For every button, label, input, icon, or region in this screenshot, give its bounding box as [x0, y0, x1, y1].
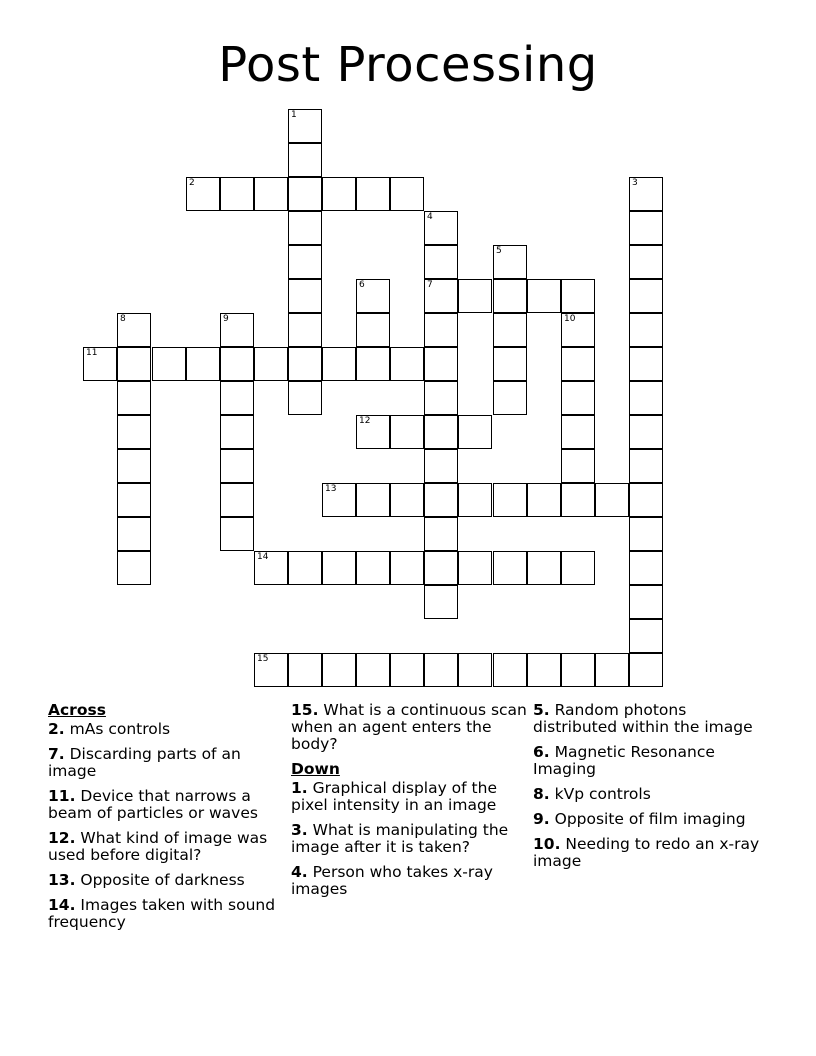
grid-cell[interactable]: [493, 347, 527, 381]
grid-cell[interactable]: [117, 313, 151, 347]
grid-cell[interactable]: [458, 483, 492, 517]
across-heading: Across: [48, 701, 106, 719]
grid-cell[interactable]: [527, 483, 561, 517]
clue-item-number: 6.: [533, 743, 550, 761]
clue-number: 2: [189, 178, 195, 188]
grid-cell[interactable]: [493, 653, 527, 687]
grid-cell[interactable]: [288, 245, 322, 279]
grid-cell[interactable]: [458, 415, 492, 449]
grid-cell[interactable]: [629, 177, 663, 211]
grid-cell[interactable]: [424, 347, 458, 381]
clue-item-text: Magnetic Resonance Imaging: [533, 743, 715, 778]
grid-cell[interactable]: [288, 381, 322, 415]
grid-cell[interactable]: [424, 313, 458, 347]
grid-cell[interactable]: [220, 449, 254, 483]
clue-item-text: Opposite of darkness: [75, 871, 245, 889]
grid-cell[interactable]: [220, 483, 254, 517]
grid-cell[interactable]: [356, 551, 390, 585]
grid-cell[interactable]: [152, 347, 186, 381]
clue-item: [48, 721, 284, 738]
grid-cell[interactable]: [424, 381, 458, 415]
grid-cell[interactable]: [288, 551, 322, 585]
grid-cell[interactable]: [424, 449, 458, 483]
grid-cell[interactable]: [356, 313, 390, 347]
clue-item-number: 12.: [48, 829, 76, 847]
grid-cell[interactable]: [424, 415, 458, 449]
grid-cell[interactable]: [527, 551, 561, 585]
grid-cell[interactable]: [186, 177, 220, 211]
grid-cell[interactable]: [288, 109, 322, 143]
clue-item: [533, 811, 769, 828]
grid-cell[interactable]: [561, 653, 595, 687]
clue-item-text: Person who takes x-ray images: [291, 863, 493, 898]
grid-cell[interactable]: [629, 551, 663, 585]
clue-number: 1: [291, 110, 297, 120]
clue-item-number: 5.: [533, 701, 550, 719]
clue-item-text: What kind of image was used before digital?: [48, 829, 268, 864]
grid-cell[interactable]: [527, 279, 561, 313]
clue-item: [533, 744, 769, 778]
clue-item-number: 11.: [48, 787, 76, 805]
grid-cell[interactable]: [322, 177, 356, 211]
grid-cell[interactable]: [629, 653, 663, 687]
clue-item: [533, 702, 769, 736]
grid-cell[interactable]: [493, 551, 527, 585]
clue-item-text: kVp controls: [549, 785, 651, 803]
clue-item: [533, 836, 769, 870]
clue-item-number: 13.: [48, 871, 76, 889]
grid-cell[interactable]: [117, 517, 151, 551]
grid-cell[interactable]: [390, 177, 424, 211]
clue-item: [48, 872, 284, 889]
clue-item: [48, 830, 284, 864]
grid-cell[interactable]: [458, 551, 492, 585]
grid-cell[interactable]: [322, 653, 356, 687]
grid-cell[interactable]: [629, 381, 663, 415]
clue-item-text: What is a continuous scan when an agent enters the body?: [291, 701, 527, 753]
grid-cell[interactable]: [561, 347, 595, 381]
clue-item-text: mAs controls: [64, 720, 171, 738]
clue-item-text: Images taken with sound frequency: [48, 896, 276, 931]
clue-item-number: 10.: [533, 835, 561, 853]
grid-cell[interactable]: [117, 415, 151, 449]
grid-cell[interactable]: [390, 653, 424, 687]
grid-cell[interactable]: [254, 177, 288, 211]
grid-cell[interactable]: [629, 245, 663, 279]
grid-cell[interactable]: [220, 347, 254, 381]
grid-cell[interactable]: [424, 279, 458, 313]
grid-cell[interactable]: [356, 347, 390, 381]
grid-cell[interactable]: [629, 415, 663, 449]
clue-item-text: Random photons distributed within the image: [533, 701, 753, 736]
clue-item-number: 3.: [291, 821, 308, 839]
grid-cell[interactable]: [220, 517, 254, 551]
clue-item-text: Device that narrows a beam of particles or waves: [48, 787, 258, 822]
grid-cell[interactable]: [288, 211, 322, 245]
grid-cell[interactable]: [390, 483, 424, 517]
grid-cell[interactable]: [288, 177, 322, 211]
grid-cell[interactable]: [493, 245, 527, 279]
grid-cell[interactable]: [629, 449, 663, 483]
clue-number: 5: [496, 246, 502, 256]
grid-cell[interactable]: [322, 551, 356, 585]
grid-cell[interactable]: [629, 517, 663, 551]
grid-cell[interactable]: [561, 551, 595, 585]
clue-number: 15: [257, 654, 269, 664]
grid-cell[interactable]: [356, 279, 390, 313]
down-heading: Down: [291, 760, 340, 778]
grid-cell[interactable]: [561, 381, 595, 415]
clue-item-number: 1.: [291, 779, 308, 797]
clue-item: [48, 897, 284, 931]
clue-item-number: 4.: [291, 863, 308, 881]
grid-cell[interactable]: [629, 585, 663, 619]
clue-item-number: 7.: [48, 745, 65, 763]
clue-item: [48, 788, 284, 822]
clue-item-text: Graphical display of the pixel intensity in an image: [291, 779, 497, 814]
grid-cell[interactable]: [595, 483, 629, 517]
clue-item-number: 9.: [533, 810, 550, 828]
grid-cell[interactable]: [561, 449, 595, 483]
grid-cell[interactable]: [424, 483, 458, 517]
clue-number: 8: [120, 314, 126, 324]
clue-item-text: What is manipulating the image after it is taken?: [291, 821, 509, 856]
grid-cell[interactable]: [390, 415, 424, 449]
grid-cell[interactable]: [186, 347, 220, 381]
clue-item: [291, 702, 527, 753]
grid-cell[interactable]: [561, 313, 595, 347]
grid-cell[interactable]: [117, 381, 151, 415]
grid-cell[interactable]: [288, 347, 322, 381]
puzzle-title: Post Processing: [218, 37, 598, 93]
grid-cell[interactable]: [356, 653, 390, 687]
clue-item: [48, 746, 284, 780]
clues-column-2: [291, 702, 527, 906]
grid-cell[interactable]: [117, 347, 151, 381]
grid-cell[interactable]: [629, 313, 663, 347]
grid-cell[interactable]: [288, 313, 322, 347]
grid-cell[interactable]: [254, 551, 288, 585]
grid-cell[interactable]: [220, 177, 254, 211]
clue-number: 14: [257, 552, 269, 562]
clue-number: 10: [564, 314, 576, 324]
clue-item-number: 8.: [533, 785, 550, 803]
grid-cell[interactable]: [356, 483, 390, 517]
grid-cell[interactable]: [424, 245, 458, 279]
clue-item: [291, 864, 527, 898]
grid-cell[interactable]: [356, 177, 390, 211]
grid-cell[interactable]: [629, 619, 663, 653]
grid-cell[interactable]: [595, 653, 629, 687]
clue-item-number: 15.: [291, 701, 319, 719]
grid-cell[interactable]: [493, 313, 527, 347]
clue-number: 6: [359, 280, 365, 290]
grid-cell[interactable]: [390, 551, 424, 585]
grid-cell[interactable]: [356, 415, 390, 449]
clue-item: [291, 822, 527, 856]
clue-item-number: 14.: [48, 896, 76, 914]
grid-cell[interactable]: [561, 279, 595, 313]
grid-cell[interactable]: [629, 483, 663, 517]
grid-cell[interactable]: [288, 143, 322, 177]
grid-cell[interactable]: [254, 347, 288, 381]
clue-number: 7: [427, 280, 433, 290]
clue-number: 12: [359, 416, 371, 426]
grid-cell[interactable]: [493, 381, 527, 415]
grid-cell[interactable]: [458, 653, 492, 687]
grid-cell[interactable]: [220, 381, 254, 415]
grid-cell[interactable]: [561, 415, 595, 449]
grid-cell[interactable]: [424, 653, 458, 687]
grid-cell[interactable]: [117, 551, 151, 585]
grid-cell[interactable]: [220, 313, 254, 347]
clue-number: 13: [325, 484, 337, 494]
grid-cell[interactable]: [83, 347, 117, 381]
clues-column-3: [533, 702, 769, 878]
grid-cell[interactable]: [424, 211, 458, 245]
grid-cell[interactable]: [322, 347, 356, 381]
grid-cell[interactable]: [493, 483, 527, 517]
grid-cell[interactable]: [424, 517, 458, 551]
clue-item: [291, 780, 527, 814]
clue-number: 3: [632, 178, 638, 188]
clue-item-text: Discarding parts of an image: [48, 745, 241, 780]
grid-cell[interactable]: [322, 483, 356, 517]
grid-cell[interactable]: [629, 347, 663, 381]
grid-cell[interactable]: [527, 653, 561, 687]
clue-item-text: Needing to redo an x-ray image: [533, 835, 760, 870]
grid-cell[interactable]: [561, 483, 595, 517]
grid-cell[interactable]: [288, 653, 322, 687]
clue-item-number: 2.: [48, 720, 65, 738]
clue-number: 9: [223, 314, 229, 324]
grid-cell[interactable]: [424, 585, 458, 619]
grid-cell[interactable]: [493, 279, 527, 313]
grid-cell[interactable]: [254, 653, 288, 687]
grid-cell[interactable]: [458, 279, 492, 313]
grid-cell[interactable]: [220, 415, 254, 449]
grid-cell[interactable]: [629, 279, 663, 313]
grid-cell[interactable]: [424, 551, 458, 585]
clue-number: 4: [427, 212, 433, 222]
grid-cell[interactable]: [629, 211, 663, 245]
grid-cell[interactable]: [117, 483, 151, 517]
clue-item-text: Opposite of film imaging: [549, 810, 746, 828]
clues-column-1: [48, 702, 284, 939]
grid-cell[interactable]: [288, 279, 322, 313]
clue-item: [533, 786, 769, 803]
grid-cell[interactable]: [390, 347, 424, 381]
grid-cell[interactable]: [117, 449, 151, 483]
clue-number: 11: [86, 348, 98, 358]
